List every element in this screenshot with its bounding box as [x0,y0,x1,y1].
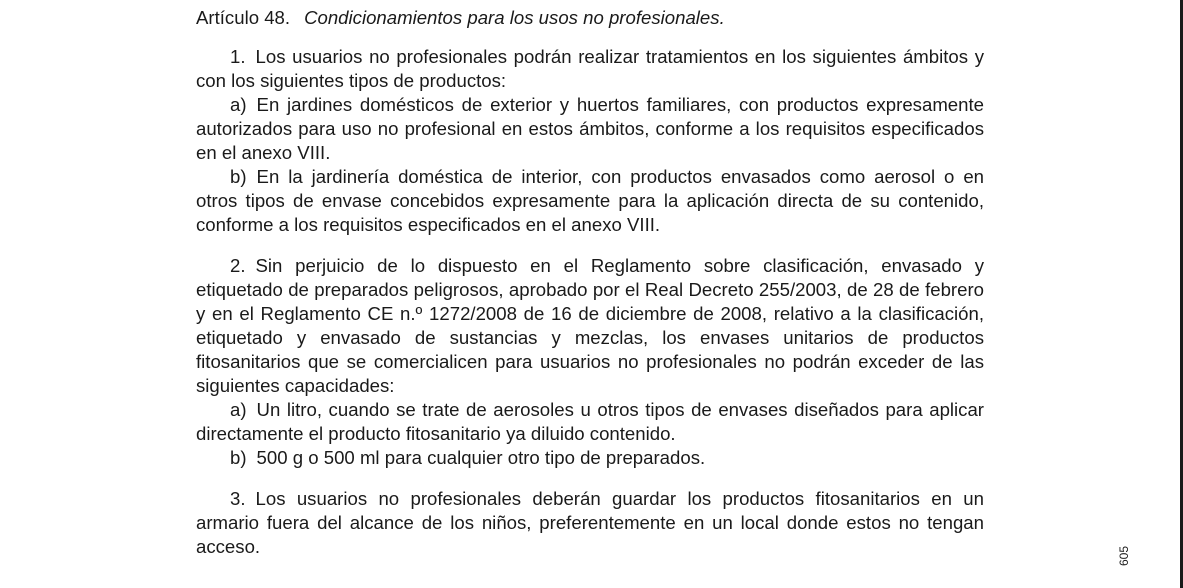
paragraph-1-item-a [196,93,984,165]
item-text: En jardines domésticos de exterior y huertos familiares, con productos expresamente autorizados para uso no profesional en estos ámbitos, conforme a los requisitos especificados en el anexo VIII. [196,94,984,163]
paragraph-1-item-b [196,165,984,237]
item-marker: a) [230,399,247,420]
paragraph-1-number: 1. [230,46,246,67]
article-heading [196,6,984,30]
article-title: Condicionamientos para los usos no profesionales. [304,7,725,28]
paragraph-2 [196,254,984,398]
paragraph-2-number: 2. [230,255,246,276]
paragraph-3 [196,487,984,559]
document-page [196,6,984,559]
item-marker: a) [230,94,247,115]
paragraph-1-text: Los usuarios no profesionales podrán realizar tratamientos en los siguientes ámbitos y con los siguientes tipos de productos: [196,46,984,91]
paragraph-2-item-b [196,446,984,470]
item-text: 500 g o 500 ml para cualquier otro tipo de preparados. [256,447,706,468]
page-number: 605 [1117,545,1131,566]
paragraph-1 [196,45,984,93]
paragraph-3-number: 3. [230,488,246,509]
item-marker: b) [230,166,247,187]
item-marker: b) [230,447,247,468]
paragraph-2-text: Sin perjuicio de lo dispuesto en el Reglamento sobre clasificación, envasado y etiquetado de preparados peligrosos, aprobado por el Real Decreto 255/2003, de 28 de febrero y en el Reglamento CE n.º 1272/2008 de 16 de diciembre de 2008, relativo a la clasificación, etiquetado y envasado de sustancias y mezclas, los envases unitarios de productos fitosanitarios que se comercialicen para usuarios no profesionales no podrán exceder de las siguientes capacidades: [196,255,984,396]
paragraph-3-text: Los usuarios no profesionales deberán guardar los productos fitosanitarios en un armario fuera del alcance de los niños, preferentemente en un local donde estos no tengan acceso. [196,488,984,557]
item-text: Un litro, cuando se trate de aerosoles u otros tipos de envases diseñados para aplicar directamente el producto fitosanitario ya diluido contenido. [196,399,984,444]
article-number: Artículo 48. [196,7,291,28]
paragraph-2-item-a [196,398,984,446]
item-text: En la jardinería doméstica de interior, con productos envasados como aerosol o en otros tipos de envase concebidos expresamente para la aplicación directa de su contenido, conforme a los requisitos especificados en el anexo VIII. [196,166,984,235]
